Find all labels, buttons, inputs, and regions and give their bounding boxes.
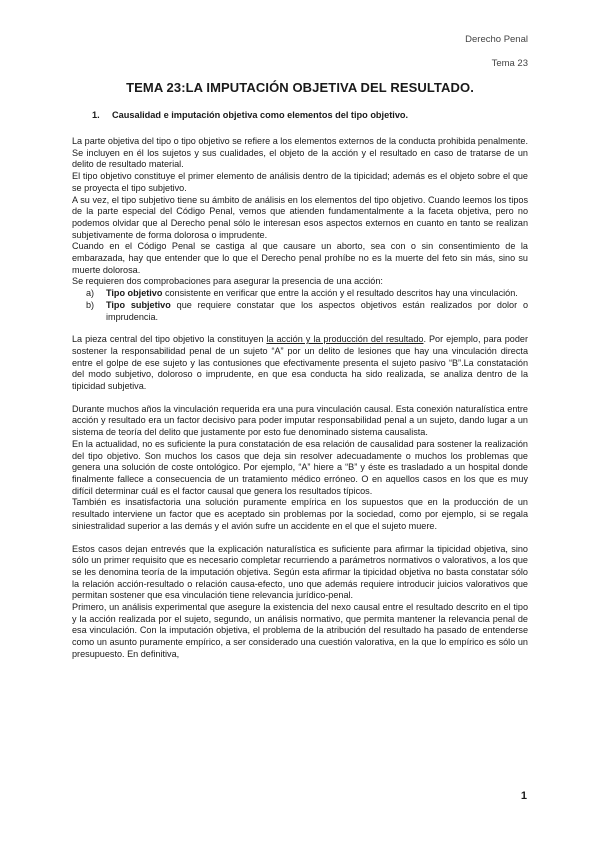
requirements-list xyxy=(72,288,528,323)
header-topic: Tema 23 xyxy=(491,58,528,69)
paragraph: Cuando en el Código Penal se castiga al que causare un aborto, sea con o sin consentimiento de la embarazada, hay que entender que lo que el Derecho penal prohíbe no es la muerte del feto sin más, sino su muerte dolorosa. xyxy=(72,241,528,275)
paragraph: Estos casos dejan entrevés que la explicación naturalística es suficiente para afirmar la tipicidad objetiva, sino sólo un primer requisito que es necesario completar recurriendo a parámetros normativos o valorativos, a los que se les denomina teoría de la imputación objetiva. Según esta afirmar la tipicidad objetiva no basta constatar sólo la relación acción-resultado o relación causa-efecto, uno que además requiere introducir juicios valorativos que permitan sostener que esa vinculación tiene relevancia jurídico-penal. xyxy=(72,543,528,601)
section-number: 1. xyxy=(92,110,100,120)
document-body xyxy=(72,136,528,661)
paragraph: Se requieren dos comprobaciones para asegurar la presencia de una acción: xyxy=(72,276,383,287)
list-term: Tipo objetivo xyxy=(106,288,163,299)
section-heading xyxy=(92,110,408,120)
list-marker: a) xyxy=(86,288,95,299)
paragraph: En la actualidad, no es suficiente la pura constatación de esa relación de causalidad para sostener la realización del tipo objetivo. Son muchos los casos que deja sin resolver adecuadamente o muchos los problemas que genera una solución de coste ontológico. Por ejemplo, “A” hiere a “B” y éste es trasladado a un hospital donde finalmente fallece a consecuencia de un tratamiento médico erróneo. O en aquellos casos en los que es muy difícil determinar cuál es el factor causal que genera los resultados típicos. xyxy=(72,438,528,496)
list-text: consistente en verificar que entre la acción y el resultado descritos hay una vinculación. xyxy=(162,288,518,299)
paragraph: A su vez, el tipo subjetivo tiene su ámbito de análisis en los elementos del tipo objetivo. Cuando leemos los tipos de la parte especial del Código Penal, vemos que atienden fundamentalmente a la faceta objetiva, pero no podemos olvidar que al Derecho penal sólo le interesan esos aspectos externos en cuanto en tanto se realizan subjetivamente de forma dolorosa o imprudente. xyxy=(72,194,528,240)
paragraph: El tipo objetivo constituye el primer elemento de análisis dentro de la tipicidad; además es el objeto sobre el que se proyecta el tipo subjetivo. xyxy=(72,171,528,193)
paragraph xyxy=(72,334,528,393)
list-item xyxy=(72,300,528,323)
paragraph: Primero, un análisis experimental que asegure la existencia del nexo causal entre el resultado descrito en el tipo y la acción realizada por el sujeto, segundo, un análisis normativo, que permita mantener la relevancia penal de esa vinculación. Con la imputación objetiva, el problema de la atribución del resultado ha pasado de entenderse como un asunto puramente empírico, a ser considerado una cuestión valorativa, en la que lo empírico es sólo un presupuesto. En definitiva, xyxy=(72,602,528,659)
section-heading-text: Causalidad e imputación objetiva como elementos del tipo objetivo. xyxy=(112,110,409,120)
list-marker: b) xyxy=(86,299,95,310)
paragraph-text: La pieza central del tipo objetivo la constituyen xyxy=(72,334,267,345)
header-course: Derecho Penal xyxy=(465,34,528,45)
paragraph-text: . Por ejemplo, para poder sostener la responsabilidad penal de un sujeto “A” por un delito de lesiones que hay una vinculación directa entre el golpe de ese sujeto y las contusiones que efectivamente presenta el sujeto pasivo “B”.La constatación del modo subjetivo, doloroso o imprudente, en que esa conducta ha sido realizada, se analiza dentro de la tipicidad subjetiva. xyxy=(72,334,528,392)
paragraph: Durante muchos años la vinculación requerida era una pura vinculación causal. Esta conexión naturalística entre acción y resultado era un factor decisivo para poder imputar responsabilidad penal a un sujeto, dando lugar a un sistema de teoría del delito que justamente por esto fue denominado sistema causalista. xyxy=(72,403,528,438)
paragraph: La parte objetiva del tipo o tipo objetivo se refiere a los elementos externos de la conducta prohibida penalmente. Se incluyen en él los sujetos y sus cualidades, el objeto de la acción y el resultado en caso de tratarse de un delito de resultado material. xyxy=(72,136,528,170)
page-number: 1 xyxy=(520,790,527,802)
list-text: que requiere constatar que los aspectos objetivos están realizados por dolor o imprudencia. xyxy=(106,299,528,322)
list-item xyxy=(72,288,528,300)
list-term: Tipo subjetivo xyxy=(106,299,171,310)
page-title: TEMA 23:LA IMPUTACIÓN OBJETIVA DEL RESULTADO. xyxy=(126,80,474,95)
underlined-text: la acción y la producción del resultado xyxy=(266,334,424,345)
paragraph: También es insatisfactoria una solución puramente empírica en los supuestos que en la producción de un resultado interviene un factor que es aceptado sin problemas por la sociedad, como por ejemplo, si se regala siniestralidad superior a las demás y el avión sufre un accidente en el que el sujeto muere. xyxy=(72,497,528,531)
